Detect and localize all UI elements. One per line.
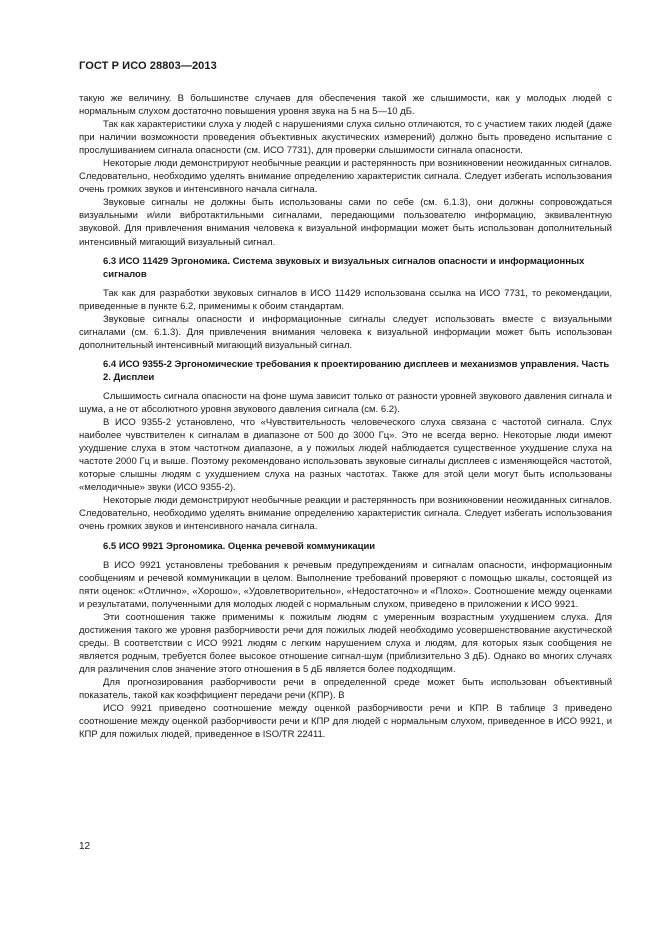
- paragraph-visual-signals: Звуковые сигналы не должны быть использованы сами по себе (см. 6.1.3), они должны сопровождаться визуальными и/или вибротактильными сигналами, передающими пользователю информацию, эквивалентную звуковой. Для привлечения внимания человека к визуальной информации может быть использован дополнительный интенсивный мигающий визуальный сигнал.: [79, 197, 612, 248]
- paragraph-iso-11429-reference: Так как для разработки звуковых сигналов в ИСО 11429 использована ссылка на ИСО 7731, то рекомендации, приведенные в пункте 6.2, применимы к обоим стандартам.: [79, 287, 612, 312]
- paragraph-combined-signals: Звуковые сигналы опасности и информационные сигналы следует использовать вместе с визуальными сигналами (см. 6.1.3). Для привлечения внимания человека к визуальной информации может быть использован дополнительный интенсивный мигающий визуальный сигнал.: [79, 313, 612, 351]
- paragraph-iso-9921-requirements: В ИСО 9921 установлены требования к речевым предупреждениям и сигналам опасности, информационным сообщениям и речевой коммуникации в целом. Выполнение требований проверяют с помощью шкалы, состоящей из пяти оценок: «Отлично», «Хорошо», «Удовлетворительно», «Недостаточно» и «Плохо». Соотношение между оценками и результатами, полученными для молодых людей с нормальным слухом, приведено в приложении к ИСО 9921.: [79, 559, 612, 610]
- paragraph-hearing-characteristics: Так как характеристики слуха у людей с нарушениями слуха сильно отличаются, то с участием таких людей (даже при наличии возможности проведения объективных акустических измерений) должно быть проведено испытание с прослушиванием сигнала опасности (см. ИСО 7731), для проверки слышимости сигнала опасности.: [79, 119, 612, 157]
- paragraph-sti-prediction: Для прогнозирования разборчивости речи в определенной среде может быть использован объективный показатель, такой как коэффициент передачи речи (КПР). В: [79, 676, 612, 702]
- paragraph-sti-relation: ИСО 9921 приведено соотношение между оценкой разборчивости речи и КПР. В таблице 3 приведено соотношение между оценкой разборчивости речи и КПР для людей с нормальным слухом, приведенное в ИСО 9921, и КПР для пожилых людей, приведенное в ISO/TR 22411.: [79, 703, 612, 741]
- paragraph-elderly-listeners: Эти соотношения также применимы к пожилым людям с умеренным возрастным ухудшением слуха. Для достижения такого же уровня разборчивости речи для пожилых людей необходимо усовершенствование акустической среды. В соответствии с ИСО 9921 людям с легким нарушением слуха и людям, для которых язык сообщения не является родным, требуется более высокое отношение сигнал-шум (приблизительно 3 дБ). Однако во многих случаях для различения слов значение этого отношения в 5 дБ является более подходящим.: [79, 611, 612, 675]
- paragraph-continuation: такую же величину. В большинстве случаев для обеспечения такой же слышимости, как у молодых людей с нормальным слухом достаточно повышения уровня звука на 5 на 5—10 дБ.: [79, 93, 612, 118]
- section-heading-6-4: 6.4 ИСО 9355-2 Эргономические требования к проектированию дисплеев и механизмов управления. Часть 2. Дисплеи: [103, 358, 610, 383]
- page-number: 12: [79, 841, 91, 852]
- section-heading-6-3: 6.3 ИСО 11429 Эргономика. Система звуковых и визуальных сигналов опасности и информационных сигналов: [103, 255, 585, 280]
- paragraph-signal-audibility: Слышимость сигнала опасности на фоне шума зависит только от разности уровней звукового давления сигнала и шума, а не от абсолютного уровня звукового давления сигнала (см. 6.2).: [79, 390, 612, 416]
- section-heading-6-5: 6.5 ИСО 9921 Эргономика. Оценка речевой коммуникации: [103, 540, 376, 552]
- paragraph-unusual-reactions-2: Некоторые люди демонстрируют необычные реакции и растерянность при возникновении неожиданных сигналов. Следовательно, необходимо уделять внимание определению характеристик сигнала. Следует избегать использования очень громких звуков и интенсивного начала сигнала.: [79, 495, 612, 533]
- paragraph-iso-9355-2: В ИСО 9355-2 установлено, что «Чувствительность человеческого слуха связана с частотой сигнала. Слух наиболее чувствителен к сигналам в диапазоне от 500 до 3000 Гц». Это не всегда верно. Некоторые люди имеют ухудшение слуха в этом частотном диапазоне, а у пожилых людей наблюдается существенное ухудшение слуха на частоте 2000 Гц и выше. Поэтому рекомендовано использовать звуковые сигналы дисплеев с изменяющейся частотой, которые слышны людям с ухудшением слуха на разных частотах. Также для этой цели могут быть использованы «мелодичные» звуки (ИСО 9355-2).: [79, 417, 612, 494]
- document-header: ГОСТ Р ИСО 28803—2013: [79, 60, 217, 72]
- document-body: [79, 92, 612, 741]
- paragraph-unusual-reactions: Некоторые люди демонстрируют необычные реакции и растерянность при возникновении неожиданных сигналов. Следовательно, необходимо уделять внимание определению характеристик сигнала. Следует избегать использования очень громких звуков и интенсивного начала сигнала.: [79, 158, 612, 196]
